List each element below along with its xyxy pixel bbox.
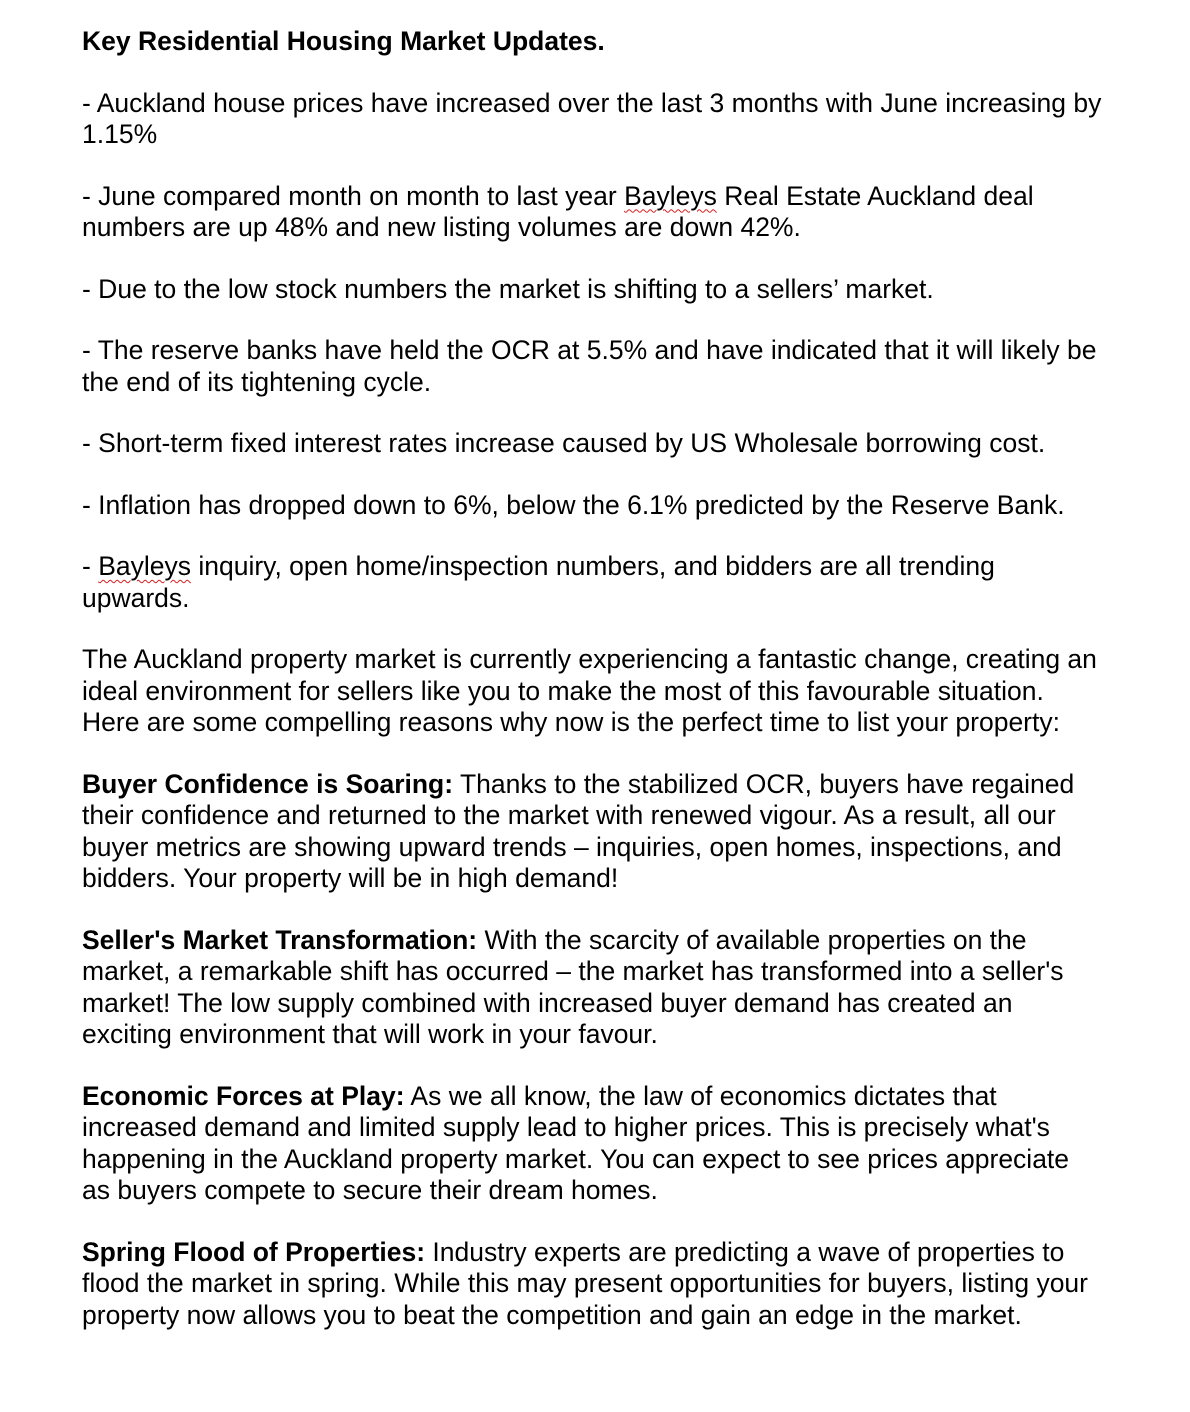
document-title: Key Residential Housing Market Updates.: [82, 26, 605, 56]
bullet-interest-rates: - Short-term fixed interest rates increase caused by US Wholesale borrowing cost.: [82, 428, 1046, 458]
bullet-inflation: - Inflation has dropped down to 6%, below the 6.1% predicted by the Reserve Bank.: [82, 489, 1065, 520]
reason-text: With the scarcity of available properties on the market, a remarkable shift has occurred – the market has transformed into a seller's market! The low supply combined with increased buyer demand has created an exciting environment that will work in your favour.: [82, 924, 1064, 1049]
reason-buyer-confidence: [82, 769, 1102, 895]
reason-heading: Spring Flood of Properties:: [82, 1236, 426, 1267]
reason-economic-forces: [82, 1081, 1102, 1207]
spellcheck-flagged-word[interactable]: Bayleys: [98, 551, 191, 581]
reason-text: As we all know, the law of economics dictates that increased demand and limited supply lead to higher prices. This is precisely what's happening in the Auckland property market. You can expect to see prices appreciate as buyers compete to secure their dream homes.: [82, 1080, 1070, 1205]
bullet-text: Real Estate Auckland deal numbers are up 48% and new listing volumes are down 42%.: [82, 180, 1034, 242]
reason-heading: Buyer Confidence is Soaring:: [82, 768, 454, 799]
bullet-text: - June compared month on month to last year: [82, 180, 625, 211]
reason-heading: Seller's Market Transformation:: [82, 924, 478, 955]
reason-sellers-market: [82, 925, 1102, 1051]
bullet-text: inquiry, open home/inspection numbers, and bidders are all trending upwards.: [82, 551, 995, 613]
bullet-deal-numbers: [82, 181, 1102, 244]
reason-text: Industry experts are predicting a wave of properties to flood the market in spring. While this may present opportunities for buyers, listing your property now allows you to beat the competition and gain an edge in the market.: [82, 1236, 1088, 1330]
spellcheck-flagged-word[interactable]: Bayleys: [624, 180, 717, 211]
bullet-house-prices: - Auckland house prices have increased over the last 3 months with June increasing by 1.15%: [82, 87, 1102, 149]
document-body: [82, 26, 1102, 1361]
bullet-text: -: [82, 551, 99, 581]
reason-text: Thanks to the stabilized OCR, buyers have regained their confidence and returned to the market with renewed vigour. As a result, all our buyer metrics are showing upward trends – inquiries, open homes, inspections, and bidders. Your property will be in high demand!: [82, 768, 1075, 893]
intro-paragraph: The Auckland property market is currently experiencing a fantastic change, creating an ideal environment for sellers like you to make the most of this favourable situation. Here are some compelling reasons why now is the perfect time to list your property:: [82, 644, 1097, 737]
bullet-sellers-market: - Due to the low stock numbers the market is shifting to a sellers’ market.: [82, 273, 934, 304]
bullet-ocr: - The reserve banks have held the OCR at 5.5% and have indicated that it will likely be the end of its tightening cycle.: [82, 335, 1097, 397]
reason-heading: Economic Forces at Play:: [82, 1080, 405, 1111]
bullet-inquiry-trends: [82, 551, 1102, 614]
reason-spring-flood: [82, 1237, 1102, 1332]
